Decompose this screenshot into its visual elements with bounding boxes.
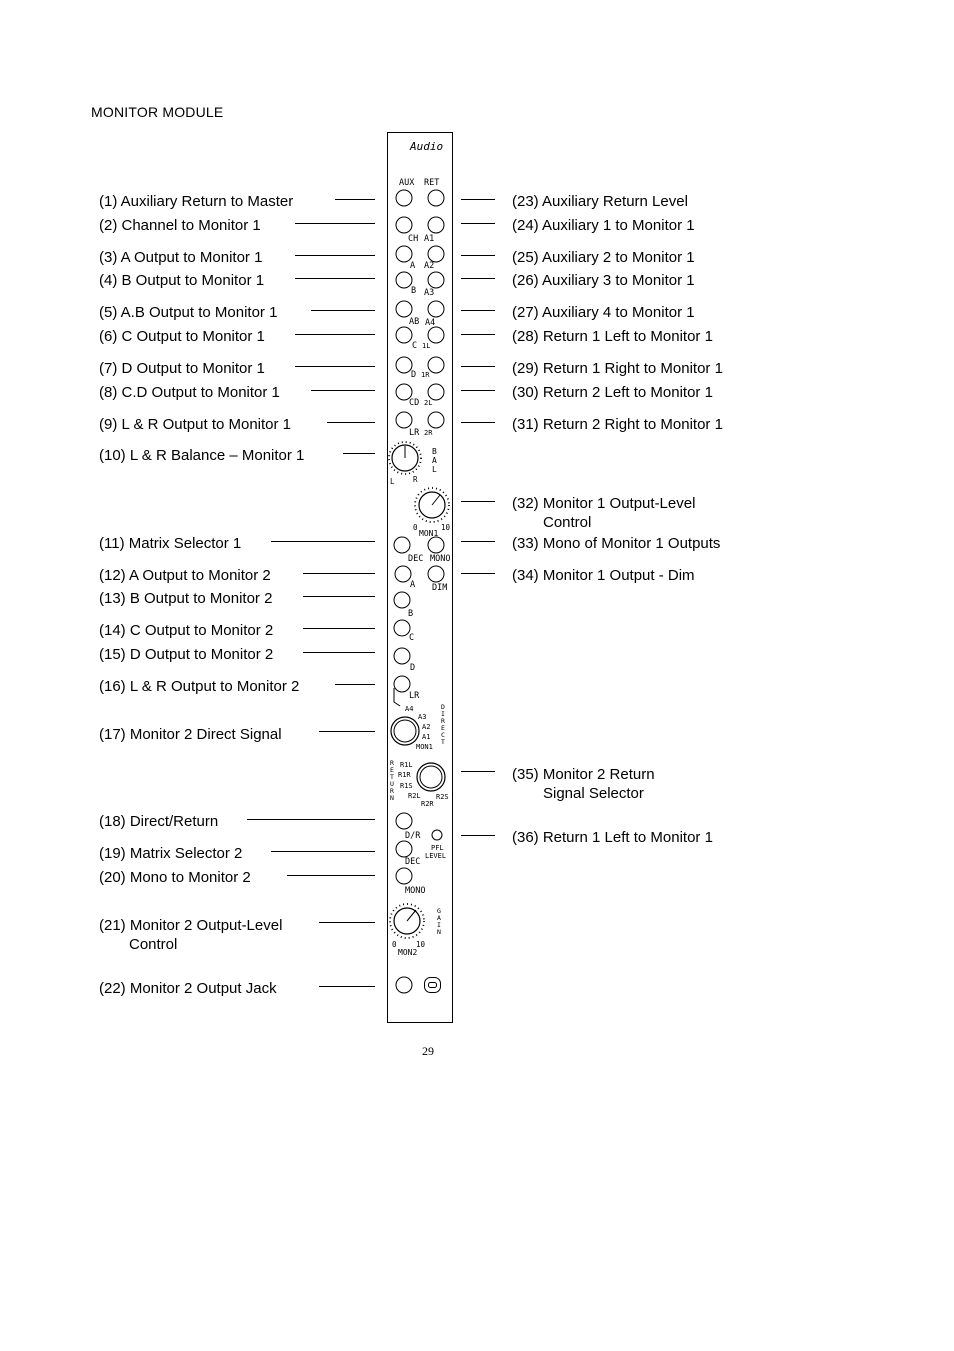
ret1l-to-mon1-button[interactable]	[428, 327, 444, 343]
label-35-line1: (35) Monitor 2 Return	[512, 766, 655, 783]
mark-mon1: MON1	[419, 529, 439, 538]
svg-text:I: I	[441, 710, 445, 718]
mark-bal-b: B	[432, 447, 437, 456]
svg-text:A: A	[437, 914, 441, 922]
label-14: (14) C Output to Monitor 2	[99, 622, 274, 639]
mark-mon2: MON2	[398, 948, 418, 957]
label-31: (31) Return 2 Right to Monitor 1	[512, 416, 723, 433]
mark-mono2: MONO	[405, 886, 426, 896]
label-33: (33) Mono of Monitor 1 Outputs	[512, 535, 721, 552]
label-25: (25) Auxiliary 2 to Monitor 1	[512, 249, 695, 266]
mark-b: B	[411, 286, 417, 296]
label-34: (34) Monitor 1 Output - Dim	[512, 567, 695, 584]
mark-mon1-max: 10	[441, 523, 451, 532]
page-number: 29	[422, 1044, 434, 1058]
label-11: (11) Matrix Selector 1	[99, 535, 242, 552]
mark-ret-r2s: R2S	[436, 793, 449, 801]
mark-ret-r2r: R2R	[421, 800, 434, 808]
mon2-direct-selector-inner	[394, 720, 416, 742]
label-21-line1: (21) Monitor 2 Output-Level	[99, 917, 283, 934]
mark-mono: MONO	[430, 554, 451, 564]
direct-return-button[interactable]	[396, 813, 412, 829]
lr-to-mon1-button[interactable]	[396, 412, 412, 428]
a-to-mon2-button[interactable]	[395, 566, 411, 582]
label-17: (17) Monitor 2 Direct Signal	[99, 726, 282, 743]
label-27: (27) Auxiliary 4 to Monitor 1	[512, 304, 695, 321]
b-to-mon1-button[interactable]	[396, 272, 412, 288]
svg-text:I: I	[437, 921, 441, 929]
audio-logo: Audio	[410, 140, 444, 153]
label-16: (16) L & R Output to Monitor 2	[99, 678, 300, 695]
label-35-line2: Signal Selector	[543, 785, 644, 802]
aux2-to-mon1-button[interactable]	[428, 246, 444, 262]
svg-text:R: R	[441, 717, 445, 725]
label-1: (1) Auxiliary Return to Master	[99, 193, 294, 210]
label-10: (10) L & R Balance – Monitor 1	[99, 447, 305, 464]
mark-bal-a: A	[432, 456, 437, 465]
mark-2r: 2R	[424, 429, 433, 437]
label-7: (7) D Output to Monitor 1	[99, 360, 265, 377]
mark-c: C	[412, 341, 418, 351]
label-4: (4) B Output to Monitor 1	[99, 272, 265, 289]
ch-to-mon1-button[interactable]	[396, 217, 412, 233]
mark-mon2-min: 0	[392, 940, 397, 949]
mon1-dim-button[interactable]	[428, 566, 444, 582]
mon2-output-jack[interactable]	[396, 977, 412, 993]
label-19: (19) Matrix Selector 2	[99, 845, 243, 862]
mark-a3: A3	[424, 288, 435, 298]
mono-mon2-button[interactable]	[396, 868, 412, 884]
c-to-mon1-button[interactable]	[396, 327, 412, 343]
mark-b-m2: B	[408, 609, 414, 619]
label-18: (18) Direct/Return	[99, 813, 219, 830]
label-6: (6) C Output to Monitor 1	[99, 328, 265, 345]
label-5: (5) A.B Output to Monitor 1	[99, 304, 278, 321]
label-29: (29) Return 1 Right to Monitor 1	[512, 360, 723, 377]
mark-a1: A1	[424, 234, 435, 244]
c-to-mon2-button[interactable]	[394, 620, 410, 636]
aux-return-level-knob[interactable]	[428, 190, 444, 206]
mon1-level-pointer	[432, 495, 440, 505]
a-to-mon1-button[interactable]	[396, 246, 412, 262]
ret2r-to-mon1-button[interactable]	[428, 412, 444, 428]
return-vertical-label	[390, 759, 394, 802]
mark-mon1-min: 0	[413, 523, 418, 532]
mark-1r: 1R	[421, 371, 430, 379]
mark-c-m2: C	[409, 633, 415, 643]
mark-sel-a2: A2	[422, 723, 431, 731]
label-12: (12) A Output to Monitor 2	[99, 567, 271, 584]
label-32-line2: Control	[543, 514, 592, 531]
svg-text:T: T	[441, 738, 445, 746]
mark-bal-l: L	[432, 465, 437, 474]
matrix-selector-1-button[interactable]	[394, 537, 410, 553]
label-30: (30) Return 2 Left to Monitor 1	[512, 384, 713, 401]
mark-lr-m2: LR	[409, 691, 420, 701]
svg-text:E: E	[390, 766, 394, 774]
mark-1l: 1L	[422, 342, 431, 350]
label-28: (28) Return 1 Left to Monitor 1	[512, 328, 713, 345]
mark-sel-a4: A4	[405, 705, 414, 713]
mark-ret-r2l: R2L	[408, 792, 421, 800]
svg-text:T: T	[390, 773, 394, 781]
label-21-line2: Control	[129, 936, 178, 953]
mark-d: D	[411, 370, 417, 380]
label-13: (13) B Output to Monitor 2	[99, 590, 273, 607]
label-24: (24) Auxiliary 1 to Monitor 1	[512, 217, 695, 234]
mark-dec2: DEC	[405, 857, 421, 867]
headphone-icon	[425, 978, 441, 993]
ret2l-to-mon1-button[interactable]	[428, 384, 444, 400]
mark-d-m2: D	[410, 663, 416, 673]
mark-a4: A4	[425, 318, 436, 328]
lr-to-mon2-button[interactable]	[394, 676, 410, 692]
b-to-mon2-button[interactable]	[394, 592, 410, 608]
mon2-direct-selector-knob[interactable]	[391, 717, 419, 745]
headphone-icon-inner	[429, 983, 437, 988]
label-26: (26) Auxiliary 3 to Monitor 1	[512, 272, 695, 289]
svg-text:R: R	[390, 787, 394, 795]
mark-aux: AUX	[399, 178, 415, 188]
label-22: (22) Monitor 2 Output Jack	[99, 980, 277, 997]
label-36: (36) Return 1 Left to Monitor 1	[512, 829, 713, 846]
svg-text:U: U	[390, 780, 394, 788]
svg-text:E: E	[441, 724, 445, 732]
mark-a2: A2	[424, 261, 435, 271]
mark-sel-mon1: MON1	[416, 743, 433, 751]
mon2-level-pointer	[407, 910, 416, 921]
section-title: MONITOR MODULE	[91, 104, 224, 120]
svg-text:G: G	[437, 907, 441, 915]
svg-text:D: D	[441, 703, 445, 711]
mark-ret-r1r: R1R	[398, 771, 411, 779]
mono-mon1-button[interactable]	[428, 537, 444, 553]
mark-ret-r1l: R1L	[400, 761, 413, 769]
mark-dec: DEC	[408, 554, 424, 564]
label-9: (9) L & R Output to Monitor 1	[99, 416, 292, 433]
gain-vertical-label	[437, 907, 441, 936]
mark-bal-left: L	[390, 477, 395, 486]
mark-ab: AB	[409, 317, 420, 327]
aux4-to-mon1-button[interactable]	[428, 301, 444, 317]
matrix-selector-2-button[interactable]	[396, 841, 412, 857]
mark-cd: CD	[409, 398, 420, 408]
svg-text:N: N	[390, 794, 394, 802]
ab-to-mon1-button[interactable]	[396, 301, 412, 317]
aux1-to-mon1-button[interactable]	[428, 217, 444, 233]
d-to-mon1-button[interactable]	[396, 357, 412, 373]
mark-sel-a3: A3	[418, 713, 427, 721]
label-23: (23) Auxiliary Return Level	[512, 193, 688, 210]
label-3: (3) A Output to Monitor 1	[99, 249, 263, 266]
label-20: (20) Mono to Monitor 2	[99, 869, 251, 886]
d-to-mon2-button[interactable]	[394, 648, 410, 664]
mark-mon2-max: 10	[416, 940, 426, 949]
svg-text:N: N	[437, 928, 441, 936]
label-2: (2) Channel to Monitor 1	[99, 217, 261, 234]
mark-2l: 2L	[424, 399, 433, 407]
label-8: (8) C.D Output to Monitor 1	[99, 384, 280, 401]
mark-ret-r1s: R1S	[400, 782, 413, 790]
pfl-level-indicator	[432, 830, 442, 840]
mark-ch: CH	[408, 234, 419, 244]
mark-pfl: PFL	[431, 844, 444, 852]
mark-a: A	[410, 261, 416, 271]
mark-dr: D/R	[405, 831, 421, 841]
ret1r-to-mon1-button[interactable]	[428, 357, 444, 373]
label-15: (15) D Output to Monitor 2	[99, 646, 274, 663]
label-32-line1: (32) Monitor 1 Output-Level	[512, 495, 696, 512]
mon2-return-selector-knob[interactable]	[417, 763, 445, 791]
svg-text:C: C	[441, 731, 445, 739]
svg-text:R: R	[390, 759, 394, 767]
direct-vertical-label	[441, 703, 445, 746]
mark-a-m2: A	[410, 580, 416, 590]
mark-lr: LR	[409, 428, 420, 438]
mon2-return-selector-inner	[420, 766, 442, 788]
aux3-to-mon1-button[interactable]	[428, 272, 444, 288]
aux-return-master-button[interactable]	[396, 190, 412, 206]
mark-bal-right: R	[413, 475, 418, 484]
mark-sel-a1: A1	[422, 733, 431, 741]
mark-ret: RET	[424, 178, 440, 188]
mark-dim: DIM	[432, 583, 448, 593]
mark-pfl-level: LEVEL	[425, 852, 447, 860]
